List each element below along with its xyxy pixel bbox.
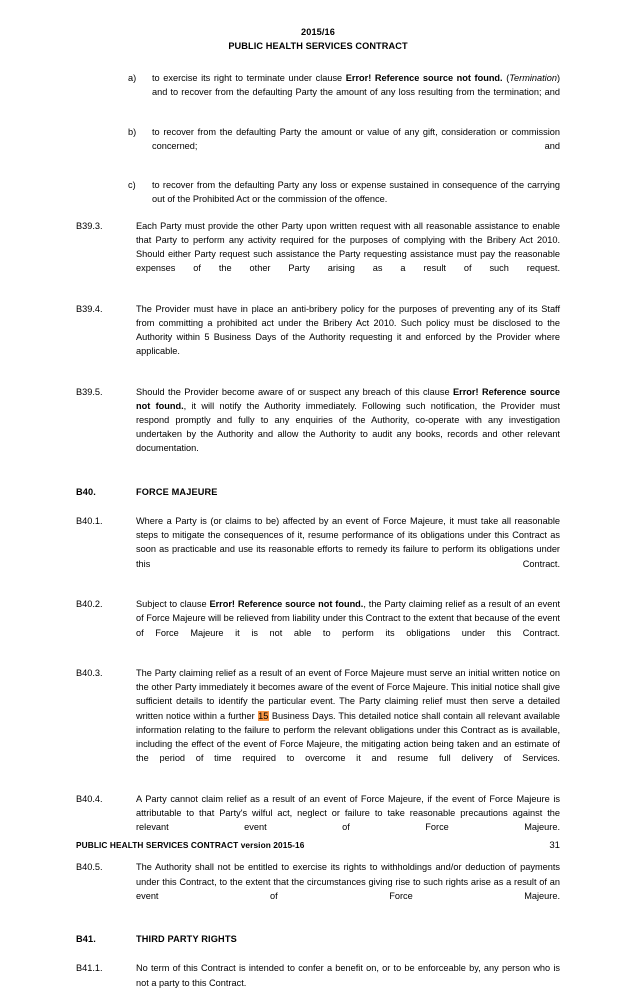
- clause-number: B39.3.: [76, 220, 103, 231]
- b39-5-text-2: , it will notify the Authority immediately. Following such notification, the Provider must respond promptly and fully to any enquiries of the Authority, co-operate with any investigation undertaken by the Authority and allow the Authority to audit any books, records and other relevant documentation.: [136, 400, 560, 454]
- list-a-text-3: ) and to recover from the defaulting Party the amount of any loss resulting from the termination; and: [152, 73, 561, 98]
- clause-number: B40.1.: [76, 516, 103, 527]
- clause-number: B39.5.: [76, 386, 103, 397]
- section-heading-b41: [76, 932, 560, 946]
- section-title: FORCE MAJEURE: [136, 486, 218, 497]
- section-number: B40.: [76, 486, 97, 497]
- list-a-text-1: to exercise its right to terminate under clause: [152, 73, 346, 83]
- list-item: [128, 178, 560, 206]
- b39-5-text-1: Should the Provider become aware of or suspect any breach of this clause: [136, 386, 454, 397]
- list-item: [128, 71, 560, 114]
- b39-5-bold-1: Error! Reference source not found.: [136, 386, 560, 411]
- footer-document-title: PUBLIC HEALTH SERVICES CONTRACT version 2015-16: [76, 840, 305, 850]
- list-item-a-body: [152, 71, 560, 114]
- clause-body: Where a Party is (or claims to be) affected by an event of Force Majeure, it must take all reasonable steps to mitigate the consequences of it, resume performance of its obligations under this Contract as soon as practicable and use its reasonable efforts to remedy its failure to perform its obligations under this Contract.: [136, 516, 560, 569]
- clause-b40-2: [76, 597, 560, 654]
- list-item-c-body: to recover from the defaulting Party any loss or expense sustained in consequence of the carrying out of the Prohibited Act or the commission of the offence.: [152, 180, 560, 205]
- clause-number: B40.2.: [76, 599, 103, 610]
- clause-number: B40.4.: [76, 793, 103, 804]
- list-item-b-body: to recover from the defaulting Party the amount or value of any gift, consideration or commission concerned; and: [152, 126, 560, 151]
- page-footer: [76, 840, 560, 851]
- clause-body: No term of this Contract is intended to confer a benefit on, or to be enforceable by, any person who is not a party to this Contract.: [136, 963, 560, 988]
- section-heading-b40: [76, 485, 560, 499]
- b40-2-text-2: , the Party claiming relief as a result of an event of Force Majeure will be relieved from liability under this Contract to the extent that because of the event of Force Majeure it is not able to perform its obligations under this Contract.: [136, 599, 561, 638]
- clause-number: B40.5.: [76, 862, 103, 873]
- clause-b40-3: [76, 666, 560, 780]
- clause-b41-1: [76, 961, 560, 989]
- highlighted-value: 15: [258, 710, 269, 721]
- clause-number: B39.4.: [76, 303, 103, 314]
- clause-body: [136, 385, 560, 470]
- list-marker-b: b): [128, 126, 137, 137]
- b40-3-text-2: Business Days. This detailed notice shall contain all relevant available information relating to the failure to perform the relevant obligations under this Contract as is available, including the effect of the event of Force Majeure, the mitigating action being taken and an estimate of the period of time required to overcome it and resume full delivery of Services.: [136, 710, 560, 764]
- document-header: [76, 26, 560, 53]
- b40-2-bold-1: Error! Reference source not found.: [209, 599, 364, 610]
- clause-body: [136, 597, 560, 654]
- list-a-italic-1: Termination: [509, 73, 557, 83]
- clause-b40-5: [76, 860, 560, 917]
- clause-b39-4: [76, 302, 560, 373]
- list-a-bold-1: Error! Reference source not found.: [345, 73, 503, 83]
- clause-body: Each Party must provide the other Party upon written request with all reasonable assistance to enable that Party to perform any activity required for the purposes of complying with the Bribery Act 2010. Should either Party request such assistance the Party requesting assistance must pay the reasonable expenses of the other Party arising as a result of such request.: [136, 220, 560, 274]
- clause-b40-1: [76, 514, 560, 585]
- b40-3-text-1: The Party claiming relief as a result of an event of Force Majeure must serve an initial written notice on the other Party immediately it becomes aware of the event of Force Majeure. This initial notice shall give sufficient details to identify the particular event. The Party claiming relief must then serve a detailed written notice within a further: [136, 667, 560, 721]
- list-marker-a: a): [128, 73, 137, 83]
- list-a-text-2: (: [502, 73, 510, 83]
- section-title: THIRD PARTY RIGHTS: [136, 934, 237, 945]
- page-number: 31: [549, 840, 560, 851]
- clause-body: A Party cannot claim relief as a result of an event of Force Majeure, if the event of Force Majeure is attributable to that Party's wilful act, neglect or failure to take reasonable precautions against the relevant event of Force Majeure.: [136, 793, 560, 832]
- list-marker-c: c): [128, 180, 136, 191]
- clause-body: The Authority shall not be entitled to exercise its rights to withholdings and/or deduction of payments under this Contract, to the extent that the circumstances giving rise to such rights arise as a result of an event of Force Majeure.: [136, 862, 560, 901]
- header-year: 2015/16: [301, 27, 335, 37]
- clause-b39-3: [76, 219, 560, 290]
- clause-number: B41.1.: [76, 963, 103, 974]
- clause-number: B40.3.: [76, 667, 103, 678]
- b40-2-text-1: Subject to clause: [136, 599, 210, 610]
- section-number: B41.: [76, 934, 97, 945]
- header-title: PUBLIC HEALTH SERVICES CONTRACT: [228, 40, 408, 51]
- clause-body: [136, 666, 560, 780]
- list-item: [128, 125, 560, 168]
- clause-b39-5: [76, 385, 560, 470]
- clause-body: The Provider must have in place an anti-bribery policy for the purposes of preventing any of its Staff from committing a prohibited act under the Bribery Act 2010. Such policy must be disclosed to the Authority within 5 Business Days of the Authority requesting it and enforced by the Provider where applicable.: [136, 303, 560, 357]
